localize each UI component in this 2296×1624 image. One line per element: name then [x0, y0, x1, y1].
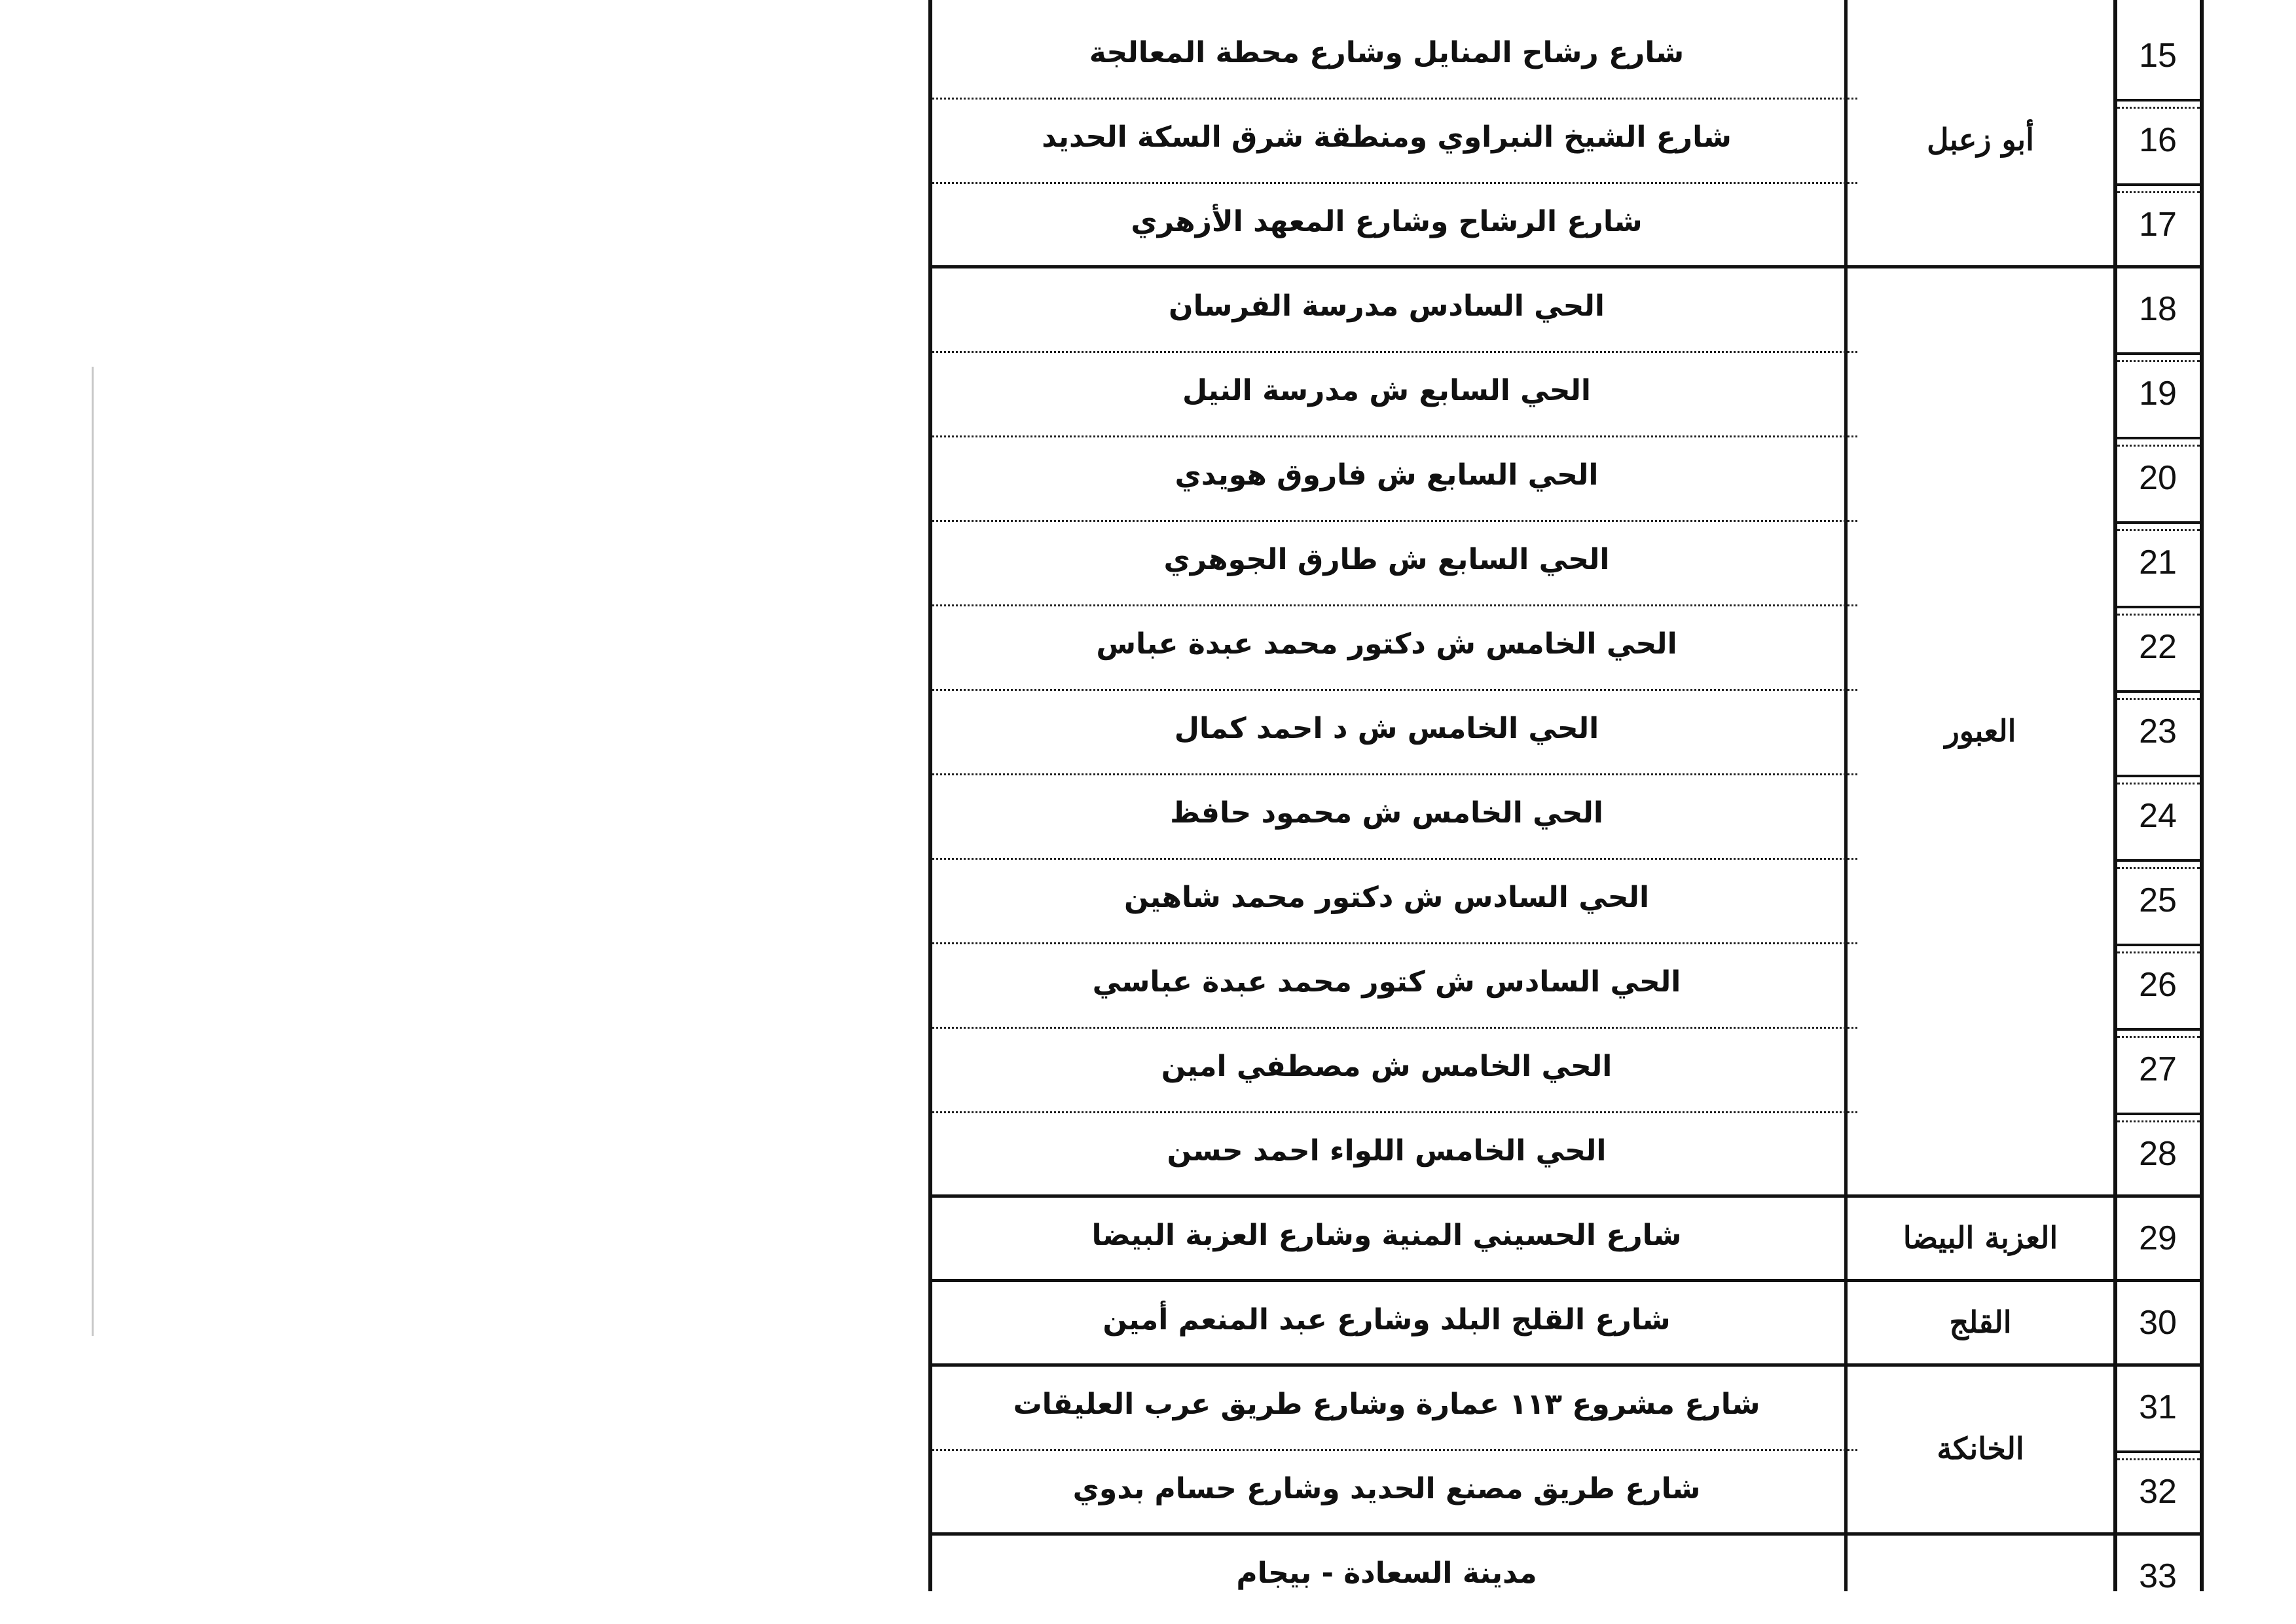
- table-row-street: الحي الخامس ش محمود حافظ: [1170, 796, 1603, 830]
- table-row-number: 22: [2139, 627, 2177, 666]
- table-row-street: الحي السادس ش كتور محمد عبدة عباسي: [1092, 965, 1681, 999]
- area-cell-name: أبو زعبل: [1927, 121, 2034, 157]
- number-cell-underline: [2113, 99, 2204, 101]
- row-separator-street: [932, 98, 1857, 100]
- number-cell-underline: [2113, 606, 2204, 608]
- table-row-number: 21: [2139, 543, 2177, 581]
- table-row-street: شارع الشيخ النبراوي ومنطقة شرق السكة الحديد: [1042, 120, 1732, 154]
- table-row-number: 20: [2139, 458, 2177, 497]
- number-cell-underline: [2113, 352, 2204, 355]
- number-cell-underline: [2113, 859, 2204, 862]
- table-row-street: الحي السابع ش مدرسة النيل: [1182, 373, 1592, 407]
- area-cell-name: الخانكة: [1937, 1431, 2024, 1466]
- row-separator-number: [2117, 951, 2200, 953]
- row-separator-number: [2117, 529, 2200, 531]
- table-row-number: 30: [2139, 1303, 2177, 1342]
- table-row-number: 26: [2139, 965, 2177, 1004]
- row-separator-number: [2117, 867, 2200, 869]
- table-row-street: مدينة السعادة - بيجام: [1236, 1556, 1537, 1590]
- row-separator-number: [2117, 445, 2200, 447]
- row-separator-street: [932, 689, 1857, 691]
- number-cell-underline: [2113, 690, 2204, 693]
- number-cell-underline: [2113, 183, 2204, 186]
- row-separator-street: [932, 604, 1857, 606]
- row-separator-street: [932, 351, 1857, 353]
- row-separator-street: [932, 773, 1857, 775]
- table-row-street: الحي الخامس ش د احمد كمال: [1174, 711, 1599, 745]
- number-cell-underline: [2113, 521, 2204, 524]
- table-row-number: 18: [2139, 289, 2177, 328]
- number-cell-underline: [2113, 1450, 2204, 1453]
- row-separator-number: [2117, 783, 2200, 784]
- group-separator: [928, 1194, 2204, 1198]
- row-separator-street: [932, 520, 1857, 522]
- number-cell-underline: [2113, 1113, 2204, 1115]
- table-row-street: الحي السابع ش طارق الجوهري: [1163, 542, 1610, 576]
- row-separator-number: [2117, 1036, 2200, 1038]
- table-row-street: شارع الحسيني المنية وشارع العزبة البيضا: [1091, 1218, 1682, 1252]
- number-column-left-border: [2113, 0, 2117, 1591]
- table-row-number: 16: [2139, 120, 2177, 159]
- area-cell-name: العبور: [1944, 712, 2016, 748]
- table-row-street: شارع مشروع ١١٣ عمارة وشارع طريق عرب العليقات: [1013, 1387, 1760, 1421]
- table-right-border: [2200, 0, 2204, 1591]
- table-row-number: 17: [2139, 205, 2177, 244]
- row-separator-number: [2117, 698, 2200, 700]
- row-separator-street: [932, 1449, 1857, 1451]
- table-row-number: 32: [2139, 1472, 2177, 1511]
- table-row-number: 24: [2139, 796, 2177, 835]
- area-column-left-border: [1844, 0, 1848, 1591]
- table-row-number: 25: [2139, 881, 2177, 919]
- group-separator: [928, 1279, 2204, 1282]
- table-left-border: [928, 0, 932, 1591]
- number-cell-underline: [2113, 1028, 2204, 1031]
- table-row-street: الحي السادس مدرسة الفرسان: [1169, 289, 1605, 323]
- table-row-street: شارع القلج البلد وشارع عبد المنعم أمين: [1102, 1302, 1671, 1337]
- row-separator-number: [2117, 107, 2200, 109]
- row-separator-street: [932, 1027, 1857, 1029]
- table-row-number: 29: [2139, 1219, 2177, 1257]
- table-row-number: 23: [2139, 712, 2177, 750]
- table-row-number: 33: [2139, 1557, 2177, 1595]
- row-separator-street: [932, 858, 1857, 860]
- group-separator: [928, 1363, 2204, 1367]
- area-cell-name: القلج: [1949, 1304, 2012, 1340]
- table-row-street: الحي السابع ش فاروق هويدي: [1175, 458, 1599, 492]
- table-row-number: 28: [2139, 1134, 2177, 1173]
- table-row-street: الحي الخامس ش دكتور محمد عبدة عباس: [1096, 627, 1677, 661]
- table-row-street: الحي السادس ش دكتور محمد شاهين: [1123, 880, 1650, 914]
- row-separator-number: [2117, 191, 2200, 193]
- row-separator-street: [932, 942, 1857, 944]
- number-cell-underline: [2113, 775, 2204, 777]
- row-separator-number: [2117, 614, 2200, 616]
- row-separator-number: [2117, 1458, 2200, 1460]
- table-row-number: 15: [2139, 36, 2177, 75]
- number-cell-underline: [2113, 437, 2204, 439]
- table-row-street: شارع الرشاح وشارع المعهد الأزهري: [1131, 204, 1643, 238]
- table-row-street: الحي الخامس اللواء احمد حسن: [1167, 1134, 1607, 1168]
- row-separator-street: [932, 1111, 1857, 1113]
- table-row-number: 19: [2139, 374, 2177, 413]
- group-separator: [928, 1532, 2204, 1536]
- row-separator-street: [932, 182, 1857, 184]
- group-separator: [928, 265, 2204, 268]
- table-row-number: 27: [2139, 1050, 2177, 1088]
- row-separator-street: [932, 435, 1857, 437]
- table-row-number: 31: [2139, 1388, 2177, 1426]
- table-row-street: شارع رشاح المنايل وشارع محطة المعالجة: [1089, 35, 1685, 69]
- table-row-street: الحي الخامس ش مصطفي امين: [1161, 1049, 1613, 1083]
- number-cell-underline: [2113, 944, 2204, 946]
- row-separator-number: [2117, 1120, 2200, 1122]
- row-separator-number: [2117, 360, 2200, 362]
- area-cell-name: العزبة البيضا: [1903, 1219, 2058, 1255]
- table-row-street: شارع طريق مصنع الحديد وشارع حسام بدوي: [1072, 1471, 1701, 1505]
